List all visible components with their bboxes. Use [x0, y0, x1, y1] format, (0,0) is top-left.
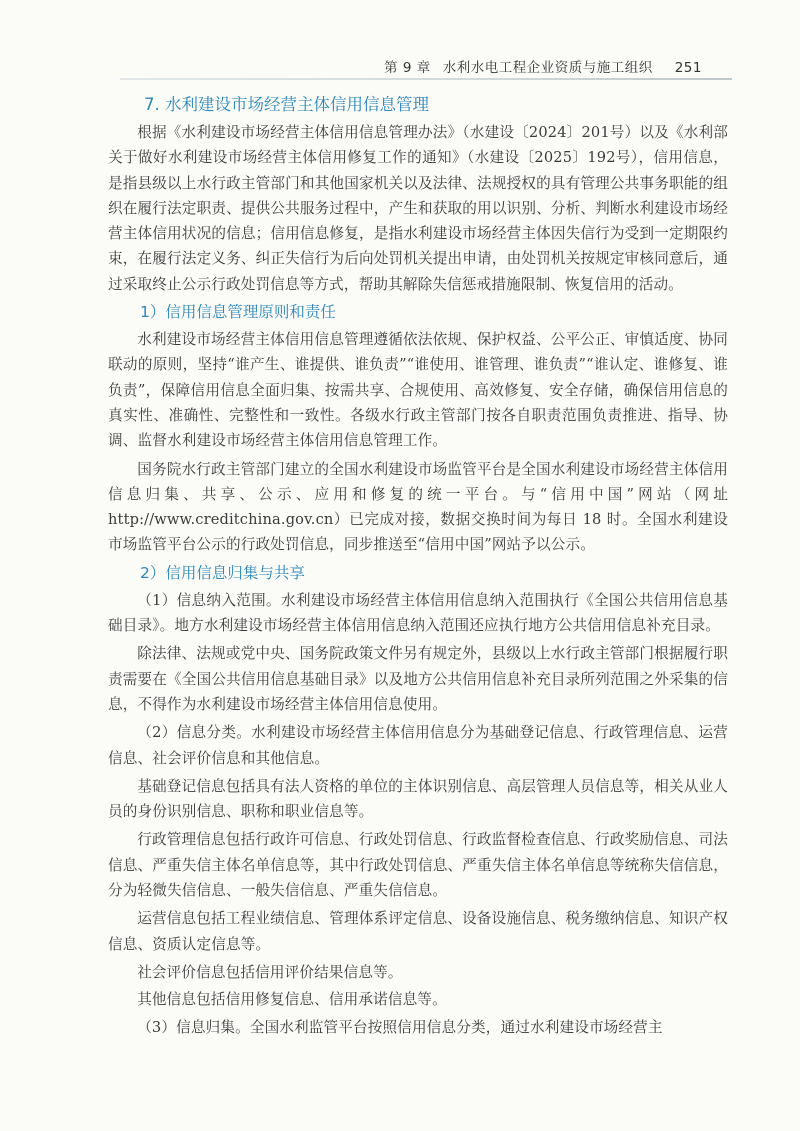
paragraph-classification: （2）信息分类。水利建设市场经营主体信用信息分为基础登记信息、行政管理信息、运营信息、社会评价信息和其他信息。: [108, 724, 728, 767]
paragraph-basic-registration: 基础登记信息包括具有法人资格的单位的主体识别信息、高层管理人员信息等，相关从业人员的身份识别信息、职称和职业信息等。: [108, 777, 728, 821]
subsection-title-principles: 1）信用信息管理原则和责任: [140, 303, 336, 322]
paragraph-scope: （1）信息纳入范围。水利建设市场经营主体信用信息纳入范围执行《全国公共信用信息基础目录》。地方水利建设市场经营主体信用信息纳入范围还应执行地方公共信用信息补充目录。: [108, 591, 728, 635]
paragraph-definition: 根据《水利建设市场经营主体信用信息管理办法》（水建设〔2024〕201号）以及《水利部关于做好水利建设市场经营主体信用修复工作的通知》（水建设〔2025〕192号），信用信息，是指县级以上水行政主管部门和其他国家机关以及法律、法规授权的具有管理公共事务职能的组织在履行法定职责、提供公共服务过程中，产生和获取的用以识别、分析、判断水利建设市场经营主体信用状况的信息；信用信息修复，是指水利建设市场经营主体因失信行为受到一定期限约束，在履行法定义务、纠正失信行为后向处罚机关提出申请，由处罚机关按规定审核同意后，通过采取终止公示行政处罚信息等方式，帮助其解除失信惩戒措施限制、恢复信用的活动。: [108, 124, 728, 293]
subsection-title-collection: 2）信用信息归集与共享: [140, 563, 305, 582]
header-chapter-title: 水利水电工程企业资质与施工组织: [442, 60, 653, 76]
paragraph-other: 其他信息包括信用修复信息、信用承诺信息等。: [137, 991, 447, 1009]
paragraph-social-evaluation: 社会评价信息包括信用评价结果信息等。: [137, 963, 403, 981]
paragraph-platform: 国务院水行政主管部门建立的全国水利建设市场监管平台是全国水利建设市场经营主体信用信息归集、共享、公示、应用和修复的统一平台。与“信用中国”网站（网址 http://www.creditchina.gov.cn）已完成对接，数据交换时间为每日 18 时。全国水利建设市场监管平台公示的行政处罚信息，同步推送至“信用中国”网站予以公示。: [108, 460, 728, 554]
section-title: 7. 水利建设市场经营主体信用信息管理: [144, 95, 429, 114]
page-number: 251: [674, 60, 702, 76]
header-rule: [120, 78, 732, 80]
page-body: [108, 92, 728, 1043]
paragraph-exclusion: 除法律、法规或党中央、国务院政策文件另有规定外，县级以上水行政主管部门根据履行职责需要在《全国公共信用信息基础目录》以及地方公共信用信息补充目录所列范围之外采集的信息，不得作为水利建设市场经营主体信用信息使用。: [108, 645, 728, 713]
paragraph-collection: （3）信息归集。全国水利监管平台按照信用信息分类，通过水利建设市场经营主: [137, 1018, 663, 1036]
header-text: [384, 56, 702, 76]
paragraph-administrative: 行政管理信息包括行政许可信息、行政处罚信息、行政监督检查信息、行政奖励信息、司法信息、严重失信主体名单信息等，其中行政处罚信息、严重失信主体名单信息等统称失信信息，分为轻微失信信息、一般失信信息、严重失信信息。: [108, 831, 728, 900]
header-chapter: 第 9 章: [384, 60, 431, 76]
paragraph-operation: 运营信息包括工程业绩信息、管理体系评定信息、设备设施信息、税务缴纳信息、知识产权信息、资质认定信息等。: [108, 910, 728, 953]
running-header: [0, 50, 800, 80]
paragraph-principles: 水利建设市场经营主体信用信息管理遵循依法依规、保护权益、公平公正、审慎适度、协同联动的原则，坚持“谁产生、谁提供、谁负责”“谁使用、谁管理、谁负责”“谁认定、谁修复、谁负责”，保障信用信息全面归集、按需共享、合规使用、高效修复、安全存储，确保信用信息的真实性、准确性、完整性和一致性。各级水行政主管部门按各自职责范围负责推进、指导、协调、监督水利建设市场经营主体信用信息管理工作。: [108, 331, 728, 450]
